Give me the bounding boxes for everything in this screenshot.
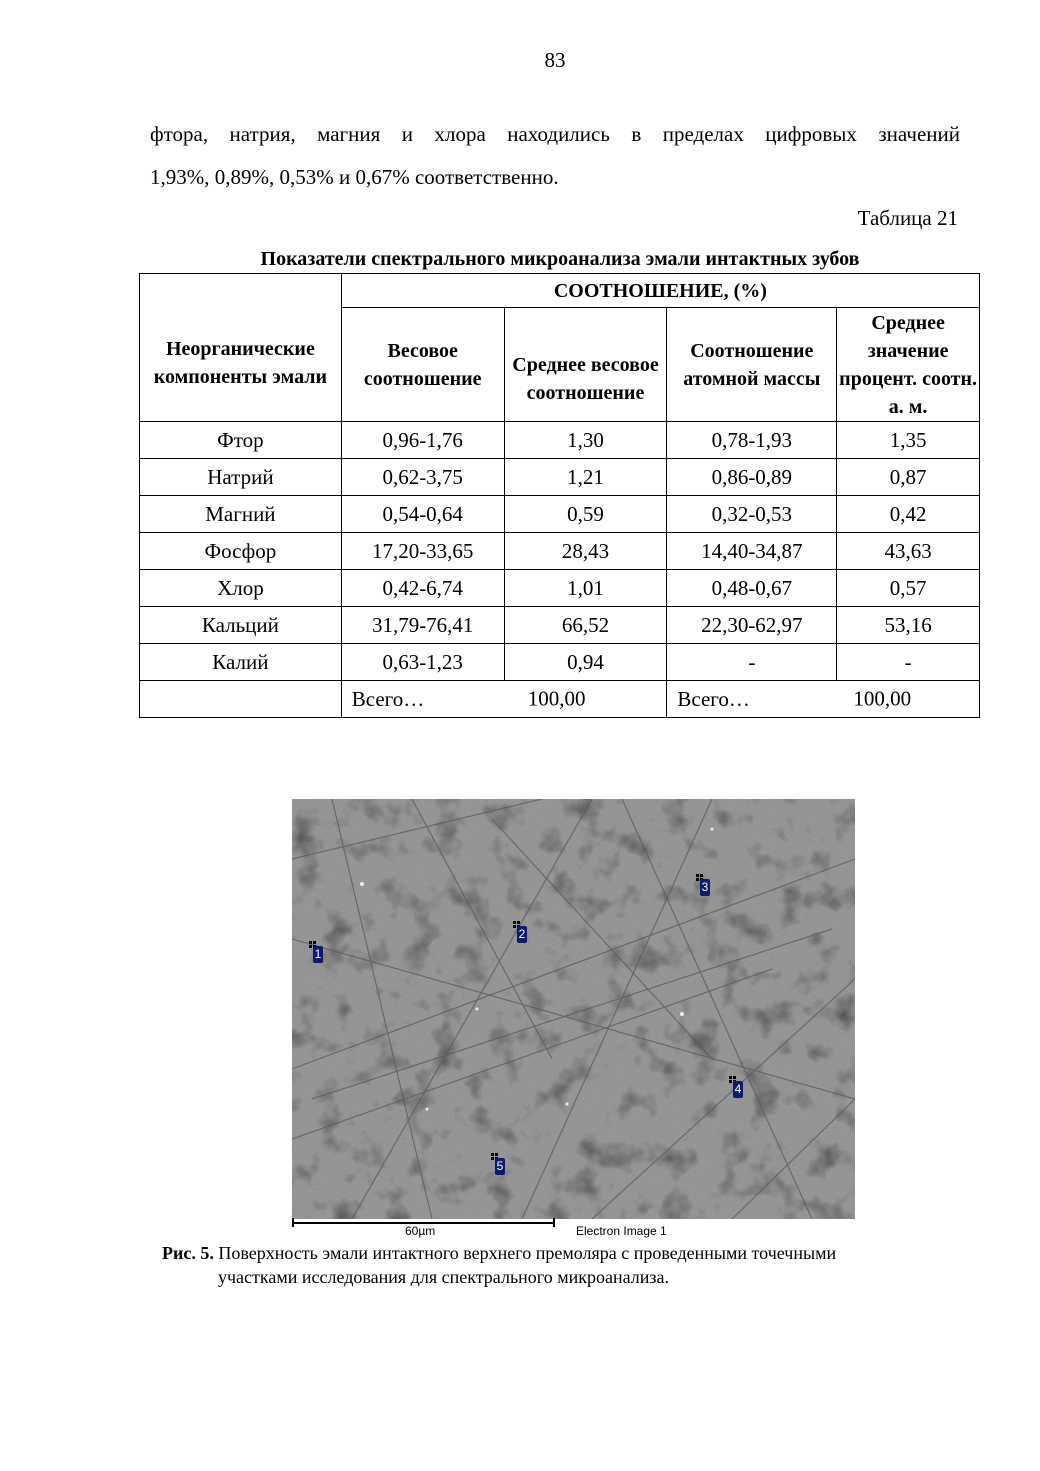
data-table <box>139 273 980 718</box>
table-cell: 43,63 <box>837 533 980 570</box>
table-row <box>140 570 980 607</box>
table-cell: 28,43 <box>504 533 667 570</box>
table-cell: 66,52 <box>504 607 667 644</box>
table-cell: - <box>837 644 980 681</box>
table-cell: Фосфор <box>140 533 342 570</box>
caption-line-1: Поверхность эмали интактного верхнего премоляра с проведенными точечными <box>218 1243 837 1263</box>
marker-label-4: 4 <box>734 1082 742 1096</box>
table-cell: Калий <box>140 644 342 681</box>
paragraph-line-2: 1,93%, 0,89%, 0,53% и 0,67% соответственно. <box>150 165 559 189</box>
caption-line-2: участками исследования для спектрального микроанализа. <box>218 1267 669 1287</box>
col-header-components: Неорганические компоненты эмали <box>140 274 342 422</box>
table-cell: 0,59 <box>504 496 667 533</box>
table-cell: 1,35 <box>837 422 980 459</box>
table-cell: 17,20-33,65 <box>341 533 504 570</box>
table-cell: 0,96-1,76 <box>341 422 504 459</box>
table-row <box>140 607 980 644</box>
table-cell: Натрий <box>140 459 342 496</box>
table-cell: 1,21 <box>504 459 667 496</box>
table-cell: Хлор <box>140 570 342 607</box>
table-cell: Фтор <box>140 422 342 459</box>
col-header-mean-weight: Среднее весовое соотношение <box>504 308 667 422</box>
marker-label-1: 1 <box>314 947 322 961</box>
total-value-weight: 100,00 <box>527 686 586 711</box>
table-cell: 0,42 <box>837 496 980 533</box>
table-cell: Магний <box>140 496 342 533</box>
table-cell: Кальций <box>140 607 342 644</box>
enamel-surface-image <box>292 799 855 1219</box>
group-header: СООТНОШЕНИЕ, (%) <box>341 274 979 308</box>
caption-label: Рис. 5. <box>162 1243 214 1263</box>
table-cell: 0,86-0,89 <box>667 459 837 496</box>
paragraph-line-1: фтора, натрия, магния и хлора находились в пределах цифровых значений <box>150 122 960 146</box>
table-cell: 53,16 <box>837 607 980 644</box>
image-label: Electron Image 1 <box>576 1224 667 1238</box>
scale-label: 60µm <box>405 1224 436 1238</box>
total-value-atomic: 100,00 <box>853 686 912 711</box>
table-cell: 0,78-1,93 <box>667 422 837 459</box>
table-row <box>140 496 980 533</box>
table-row <box>140 644 980 681</box>
total-label-atomic: Всего… <box>677 686 750 711</box>
electron-micrograph <box>292 799 855 1219</box>
table-cell: 31,79-76,41 <box>341 607 504 644</box>
table-cell: 0,63-1,23 <box>341 644 504 681</box>
marker-label-3: 3 <box>701 880 709 894</box>
total-atomic <box>667 681 980 718</box>
table-cell: 0,42-6,74 <box>341 570 504 607</box>
table-row <box>140 459 980 496</box>
total-label-weight: Всего… <box>351 686 425 711</box>
table-cell: - <box>667 644 837 681</box>
col-header-weight: Весовое соотношение <box>341 308 504 422</box>
page-number: 83 <box>544 48 566 72</box>
table-row <box>140 422 980 459</box>
table-label: Таблица 21 <box>857 206 958 230</box>
total-empty-cell <box>140 681 342 718</box>
table-cell: 0,48-0,67 <box>667 570 837 607</box>
table-title: Показатели спектрального микроанализа эмали интактных зубов <box>260 248 860 270</box>
table-cell: 0,94 <box>504 644 667 681</box>
table-cell: 0,54-0,64 <box>341 496 504 533</box>
col-header-mean-atomic: Среднее значение процент. соотн. а. м. <box>837 308 980 422</box>
table-cell: 1,30 <box>504 422 667 459</box>
table-cell: 14,40-34,87 <box>667 533 837 570</box>
table-row <box>140 533 980 570</box>
marker-label-2: 2 <box>518 927 526 941</box>
col-header-atomic: Соотношение атомной массы <box>667 308 837 422</box>
table-cell: 0,87 <box>837 459 980 496</box>
total-weight <box>341 681 667 718</box>
figure-caption <box>162 1241 962 1289</box>
table-cell: 0,62-3,75 <box>341 459 504 496</box>
table-cell: 1,01 <box>504 570 667 607</box>
marker-label-5: 5 <box>496 1159 504 1173</box>
table-cell: 22,30-62,97 <box>667 607 837 644</box>
body-paragraph <box>150 113 960 199</box>
table-cell: 0,57 <box>837 570 980 607</box>
table-cell: 0,32-0,53 <box>667 496 837 533</box>
